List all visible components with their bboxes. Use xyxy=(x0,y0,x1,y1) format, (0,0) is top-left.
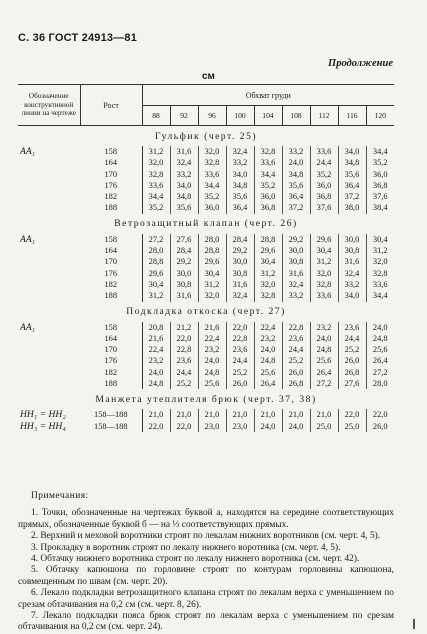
size-header: 120 xyxy=(366,106,394,126)
size-header: 92 xyxy=(170,106,198,126)
column-header-girth: Обхват груди xyxy=(142,85,394,106)
value-cell: 29,6 xyxy=(254,245,282,256)
value-cell: 22,4 xyxy=(142,344,170,355)
designation-cell: НН₃ = НН₄ xyxy=(20,420,66,432)
value-cell: 23,6 xyxy=(226,344,254,355)
value-cell: 35,6 xyxy=(282,180,310,191)
value-cell: 37,6 xyxy=(372,192,388,202)
designation-cell xyxy=(18,279,80,290)
value-cell: 24,8 xyxy=(372,333,388,343)
designation-cell xyxy=(18,268,80,279)
value-cell: 23,2 xyxy=(198,344,226,355)
value-cell: 27,6 xyxy=(338,378,366,389)
height-cell: 176 xyxy=(80,180,142,191)
note-item: 2. Верхний и меховой воротники строят по лекалам нижних воротников (см. черт. 4, 5). xyxy=(31,531,381,542)
value-cell: 25,6 xyxy=(254,367,282,378)
value-cell: 32,8 xyxy=(310,279,338,290)
section-title: Гульфик (черт. 25) xyxy=(154,130,258,142)
value-cell: 33,6 xyxy=(142,180,170,191)
value-cell: 34,4 xyxy=(254,169,282,180)
value-cell: 35,6 xyxy=(226,191,254,202)
value-cell: 37,2 xyxy=(338,191,366,202)
value-cell: 26,4 xyxy=(372,356,388,366)
table-row xyxy=(18,245,394,256)
value-cell: 23,2 xyxy=(254,333,282,344)
value-cell: 33,2 xyxy=(170,169,198,180)
value-cell: 20,8 xyxy=(142,322,170,333)
value-cell: 22,4 xyxy=(198,333,226,344)
value-cell: 36,4 xyxy=(338,180,366,191)
value-cell: 36,4 xyxy=(226,202,254,213)
designation-cell: АА₁ xyxy=(20,321,36,333)
value-cell: 34,8 xyxy=(170,191,198,202)
section-title: Ветрозащитный клапан (черт. 26) xyxy=(114,218,298,230)
unit-label: см xyxy=(202,71,215,82)
note-item: 7. Лекало подкладки пояса брюк строят по лекалам верха с уменьшением по срезам обтачивания на 0,2 см (см. черт. 24). xyxy=(18,611,394,633)
size-header: 112 xyxy=(310,106,338,126)
value-cell: 22,8 xyxy=(226,333,254,344)
height-cell: 188 xyxy=(80,378,142,389)
value-cell: 28,4 xyxy=(226,234,254,245)
value-cell: 29,2 xyxy=(226,245,254,256)
height-cell: 188 xyxy=(80,290,142,301)
designation-cell xyxy=(18,256,80,267)
height-cell: 182 xyxy=(80,367,142,378)
designation-cell xyxy=(18,333,80,344)
value-cell: 30,4 xyxy=(310,245,338,256)
value-cell: 31,2 xyxy=(198,279,226,290)
value-cell: 33,2 xyxy=(226,157,254,168)
table-row xyxy=(18,279,394,290)
value-cell: 30,8 xyxy=(338,245,366,256)
designation-cell xyxy=(18,202,80,213)
table-row xyxy=(18,169,394,180)
value-cell: 26,8 xyxy=(282,378,310,389)
value-cell: 27,2 xyxy=(142,234,170,245)
designation-cell: НН₁ = НН₂ xyxy=(20,409,66,421)
value-cell: 36,0 xyxy=(254,191,282,202)
table-row xyxy=(18,256,394,267)
value-cell: 32,0 xyxy=(310,268,338,279)
value-cell: 30,4 xyxy=(198,268,226,279)
value-cell: 26,4 xyxy=(254,378,282,389)
value-cell: 28,8 xyxy=(254,234,282,245)
height-cell: 158 xyxy=(80,322,142,333)
value-cell: 34,8 xyxy=(226,180,254,191)
value-cell: 23,2 xyxy=(310,322,338,333)
height-cell: 158 xyxy=(80,146,142,157)
notes-title: Примечания: xyxy=(31,491,89,501)
value-cell: 25,0 xyxy=(338,421,366,432)
value-cell: 22,0 xyxy=(170,333,198,344)
value-cell: 28,0 xyxy=(142,245,170,256)
value-cell: 32,4 xyxy=(282,279,310,290)
value-cell: 26,0 xyxy=(282,367,310,378)
value-cell: 24,0 xyxy=(372,322,388,332)
value-cell: 30,0 xyxy=(282,245,310,256)
value-cell: 27,6 xyxy=(170,234,198,245)
value-cell: 26,0 xyxy=(338,355,366,366)
value-cell: 23,2 xyxy=(142,355,170,366)
value-cell: 33,6 xyxy=(254,157,282,168)
height-cell: 170 xyxy=(80,256,142,267)
edge-mark xyxy=(413,619,415,629)
note-item: 4. Обтачку нижнего воротника строят по лекалу нижнего воротника (см. черт. 42). xyxy=(31,554,360,565)
value-cell: 32,4 xyxy=(226,146,254,157)
value-cell: 22,8 xyxy=(282,322,310,333)
value-cell: 34,4 xyxy=(372,291,388,301)
designation-cell xyxy=(18,245,80,256)
value-cell: 25,6 xyxy=(372,345,388,355)
table-row xyxy=(18,409,394,420)
size-header: 104 xyxy=(254,106,282,126)
height-cell: 164 xyxy=(80,333,142,344)
value-cell: 32,0 xyxy=(254,279,282,290)
value-cell: 33,2 xyxy=(338,279,366,290)
value-cell: 28,8 xyxy=(142,256,170,267)
value-cell: 30,4 xyxy=(254,256,282,267)
value-cell: 31,6 xyxy=(170,146,198,157)
dimensions-table xyxy=(18,84,394,432)
value-cell: 36,8 xyxy=(310,191,338,202)
value-cell: 24,4 xyxy=(338,333,366,344)
designation-cell xyxy=(18,367,80,378)
value-cell: 30,0 xyxy=(226,256,254,267)
value-cell: 23,6 xyxy=(338,322,366,333)
value-cell: 25,0 xyxy=(310,421,338,432)
value-cell: 24,4 xyxy=(310,157,338,168)
height-cell: 188 xyxy=(80,202,142,213)
value-cell: 35,2 xyxy=(254,180,282,191)
value-cell: 29,2 xyxy=(282,234,310,245)
note-item: 5. Обтачку капюшона по горловине строят по контурам горловины капюшона, совмещенным по швам (см. черт. 20). xyxy=(18,565,394,587)
designation-cell: АА₁ xyxy=(20,233,36,245)
value-cell: 33,6 xyxy=(372,279,388,289)
height-cell: 182 xyxy=(80,279,142,290)
value-cell: 36,8 xyxy=(254,202,282,213)
designation-cell xyxy=(18,191,80,202)
notes-block xyxy=(18,491,394,634)
section-title: Подкладка откоска (черт. 27) xyxy=(126,306,286,318)
value-cell: 34,0 xyxy=(338,146,366,157)
value-cell: 25,2 xyxy=(282,355,310,366)
value-cell: 33,6 xyxy=(310,146,338,157)
table-row xyxy=(18,157,394,168)
value-cell: 24,0 xyxy=(254,421,282,432)
value-cell: 22,4 xyxy=(254,322,282,333)
value-cell: 32,0 xyxy=(372,257,388,267)
value-cell: 22,0 xyxy=(226,322,254,333)
value-cell: 23,0 xyxy=(198,421,226,432)
value-cell: 37,6 xyxy=(310,202,338,213)
value-cell: 24,0 xyxy=(310,333,338,344)
value-cell: 21,0 xyxy=(170,409,198,420)
value-cell: 29,6 xyxy=(142,268,170,279)
value-cell: 30,8 xyxy=(170,279,198,290)
value-cell: 25,2 xyxy=(170,378,198,389)
value-cell: 21,0 xyxy=(282,409,310,420)
value-cell: 34,0 xyxy=(226,169,254,180)
height-cell: 176 xyxy=(80,355,142,366)
value-cell: 32,8 xyxy=(372,268,388,278)
value-cell: 22,0 xyxy=(170,421,198,432)
value-cell: 22,8 xyxy=(170,344,198,355)
value-cell: 34,4 xyxy=(198,180,226,191)
table-row xyxy=(18,146,394,157)
table-row xyxy=(18,290,394,301)
value-cell: 24,0 xyxy=(142,367,170,378)
height-cell: 158—188 xyxy=(80,421,142,432)
note-item: 6. Лекало подкладки ветрозащитного клапана строят по лекалам верха с уменьшением по срезам обтачивания на 0,2 см (см. черт. 8, 26). xyxy=(18,588,394,610)
value-cell: 31,2 xyxy=(254,268,282,279)
note-item: 1. Точки, обозначенные на чертежах буквой а, находятся на середине соответствующих прямых, обозначенные буквой б — на ⅓ соответствующих прямых. xyxy=(18,508,394,530)
value-cell: 35,6 xyxy=(170,202,198,213)
value-cell: 35,6 xyxy=(338,169,366,180)
value-cell: 34,8 xyxy=(338,157,366,168)
size-header: 108 xyxy=(282,106,310,126)
value-cell: 31,6 xyxy=(170,290,198,301)
designation-cell: АА₁ xyxy=(20,146,36,157)
value-cell: 38,0 xyxy=(338,202,366,213)
designation-cell xyxy=(18,355,80,366)
value-cell: 36,0 xyxy=(198,202,226,213)
value-cell: 26,0 xyxy=(372,421,388,431)
value-cell: 24,0 xyxy=(282,157,310,168)
section-title: Манжета утеплителя брюк (черт. 37, 38) xyxy=(95,393,317,405)
designation-cell xyxy=(18,378,80,389)
value-cell: 30,8 xyxy=(226,268,254,279)
value-cell: 30,4 xyxy=(142,279,170,290)
value-cell: 34,8 xyxy=(282,169,310,180)
table-row xyxy=(18,378,394,389)
value-cell: 25,2 xyxy=(338,344,366,355)
height-cell: 182 xyxy=(80,191,142,202)
value-cell: 23,0 xyxy=(226,421,254,432)
value-cell: 23,6 xyxy=(170,355,198,366)
continuation-label: Продолжение xyxy=(328,58,393,69)
value-cell: 25,6 xyxy=(198,378,226,389)
value-cell: 32,8 xyxy=(142,169,170,180)
value-cell: 35,2 xyxy=(310,169,338,180)
value-cell: 24,4 xyxy=(226,355,254,366)
size-header: 88 xyxy=(142,106,170,126)
value-cell: 34,0 xyxy=(338,290,366,301)
value-cell: 27,2 xyxy=(310,378,338,389)
table-row xyxy=(18,191,394,202)
height-cell: 170 xyxy=(80,169,142,180)
value-cell: 26,8 xyxy=(338,367,366,378)
value-cell: 31,2 xyxy=(142,146,170,157)
table-row xyxy=(18,333,394,344)
value-cell: 33,2 xyxy=(282,146,310,157)
table-row xyxy=(18,180,394,191)
value-cell: 23,6 xyxy=(282,333,310,344)
value-cell: 32,0 xyxy=(198,146,226,157)
value-cell: 30,4 xyxy=(372,234,388,244)
size-header: 116 xyxy=(338,106,366,126)
value-cell: 28,8 xyxy=(198,245,226,256)
value-cell: 32,8 xyxy=(254,290,282,301)
value-cell: 24,0 xyxy=(254,344,282,355)
value-cell: 24,8 xyxy=(254,355,282,366)
value-cell: 30,8 xyxy=(282,256,310,267)
value-cell: 25,2 xyxy=(226,367,254,378)
value-cell: 24,8 xyxy=(310,344,338,355)
table-row xyxy=(18,234,394,245)
value-cell: 38,4 xyxy=(372,203,388,213)
designation-cell xyxy=(18,344,80,355)
value-cell: 21,2 xyxy=(170,322,198,333)
table-row xyxy=(18,421,394,432)
table-row xyxy=(18,322,394,333)
value-cell: 28,0 xyxy=(372,379,388,389)
value-cell: 34,0 xyxy=(170,180,198,191)
value-cell: 21,0 xyxy=(142,409,170,420)
value-cell: 22,0 xyxy=(142,421,170,432)
value-cell: 32,0 xyxy=(142,157,170,168)
value-cell: 34,4 xyxy=(372,147,388,156)
value-cell: 24,4 xyxy=(282,344,310,355)
value-cell: 24,4 xyxy=(170,367,198,378)
value-cell: 24,0 xyxy=(198,355,226,366)
value-cell: 21,0 xyxy=(226,409,254,420)
value-cell: 34,4 xyxy=(142,191,170,202)
value-cell: 25,6 xyxy=(310,355,338,366)
value-cell: 29,6 xyxy=(198,256,226,267)
table-row xyxy=(18,344,394,355)
value-cell: 30,0 xyxy=(170,268,198,279)
value-cell: 36,8 xyxy=(372,180,388,190)
value-cell: 26,4 xyxy=(310,367,338,378)
value-cell: 32,0 xyxy=(198,290,226,301)
value-cell: 28,0 xyxy=(198,234,226,245)
value-cell: 21,0 xyxy=(198,409,226,420)
table-row xyxy=(18,367,394,378)
value-cell: 24,8 xyxy=(198,367,226,378)
value-cell: 30,0 xyxy=(338,234,366,245)
designation-cell xyxy=(18,290,80,301)
value-cell: 31,6 xyxy=(338,256,366,267)
value-cell: 37,2 xyxy=(282,202,310,213)
designation-cell xyxy=(18,169,80,180)
table-row xyxy=(18,202,394,213)
designation-cell xyxy=(18,180,80,191)
height-cell: 176 xyxy=(80,268,142,279)
value-cell: 33,2 xyxy=(282,290,310,301)
value-cell: 35,2 xyxy=(198,191,226,202)
value-cell: 24,0 xyxy=(282,421,310,432)
value-cell: 21,0 xyxy=(310,409,338,420)
value-cell: 32,4 xyxy=(338,268,366,279)
value-cell: 33,6 xyxy=(198,169,226,180)
value-cell: 36,4 xyxy=(282,191,310,202)
value-cell: 24,8 xyxy=(142,378,170,389)
value-cell: 29,6 xyxy=(310,234,338,245)
note-item: 3. Прокладку в воротник строят по лекалу нижнего воротника (см. черт. 4, 5). xyxy=(31,542,341,553)
value-cell: 22,0 xyxy=(372,410,388,420)
height-cell: 164 xyxy=(80,245,142,256)
size-header: 96 xyxy=(198,106,226,126)
value-cell: 35,2 xyxy=(142,202,170,213)
value-cell: 32,8 xyxy=(254,146,282,157)
value-cell: 22,0 xyxy=(338,409,366,420)
value-cell: 36,0 xyxy=(372,169,388,179)
value-cell: 27,2 xyxy=(372,367,388,377)
value-cell: 31,6 xyxy=(282,268,310,279)
value-cell: 32,8 xyxy=(198,157,226,168)
column-header-height: Рост xyxy=(80,85,142,126)
designation-cell xyxy=(18,157,80,168)
size-header: 100 xyxy=(226,106,254,126)
value-cell: 32,4 xyxy=(226,290,254,301)
value-cell: 21,0 xyxy=(254,409,282,420)
page-header: С. 36 ГОСТ 24913—81 xyxy=(18,32,138,44)
value-cell: 33,6 xyxy=(310,290,338,301)
value-cell: 31,2 xyxy=(142,290,170,301)
height-cell: 164 xyxy=(80,157,142,168)
value-cell: 31,6 xyxy=(226,279,254,290)
value-cell: 21,6 xyxy=(142,333,170,344)
value-cell: 28,4 xyxy=(170,245,198,256)
height-cell: 170 xyxy=(80,344,142,355)
value-cell: 35,2 xyxy=(372,158,388,168)
height-cell: 158—188 xyxy=(80,409,142,420)
value-cell: 32,4 xyxy=(170,157,198,168)
value-cell: 21,6 xyxy=(198,322,226,333)
value-cell: 29,2 xyxy=(170,256,198,267)
table-row xyxy=(18,268,394,279)
column-header-designation: Обозначение конструктивной линии на чертеже xyxy=(18,85,80,126)
table-row xyxy=(18,355,394,366)
value-cell: 26,0 xyxy=(226,378,254,389)
value-cell: 31,2 xyxy=(310,256,338,267)
value-cell: 31,2 xyxy=(372,246,388,256)
height-cell: 158 xyxy=(80,234,142,245)
value-cell: 36,0 xyxy=(310,180,338,191)
